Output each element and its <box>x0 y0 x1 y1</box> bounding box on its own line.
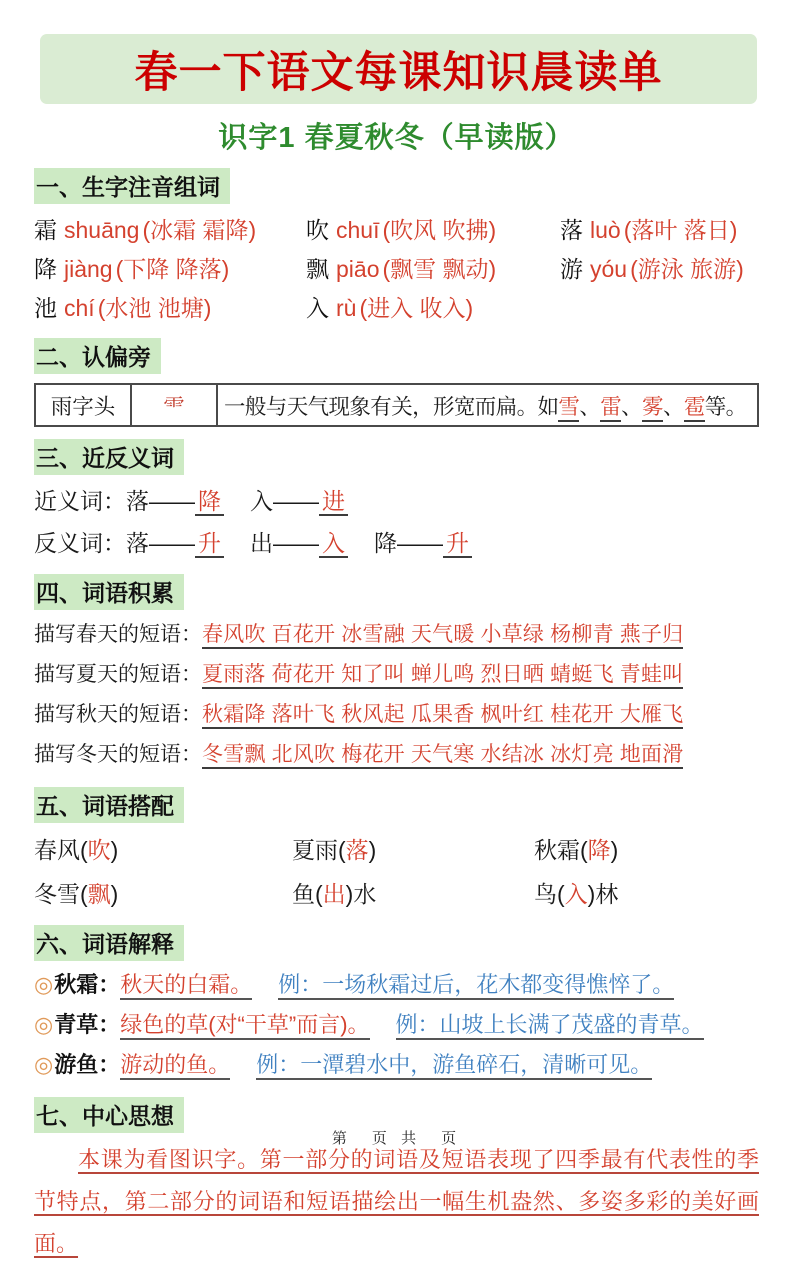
radical-name: 雨字头 <box>35 384 131 426</box>
word-examples: (落叶 落日) <box>623 217 738 243</box>
title-banner <box>40 34 757 104</box>
season-phrases-summer <box>34 655 759 695</box>
section-header-accumulation: 四、词语积累 <box>34 574 184 610</box>
example-sentence: 例：山坡上长满了茂盛的青草。 <box>396 1012 704 1040</box>
hanzi: 池 <box>34 295 57 321</box>
definition-text: 游动的鱼。 <box>120 1052 230 1080</box>
antonyms-label: 反义词： <box>34 530 126 556</box>
example-char: 雾 <box>642 395 663 422</box>
phrase-list: 冬雪飘 北风吹 梅花开 天气寒 水结冰 冰灯亮 地面滑 <box>202 743 683 769</box>
line-label: 描写春天的短语： <box>34 623 202 646</box>
pinyin: chí <box>64 295 95 321</box>
season-phrases-spring <box>34 615 759 655</box>
example-char: 雪 <box>558 395 579 422</box>
section-header-vocab: 一、生字注音组词 <box>34 168 230 204</box>
definition-entry <box>34 1045 759 1085</box>
pinyin: piāo <box>336 256 380 282</box>
collocation-item: 鸟(入)林 <box>534 881 619 907</box>
rain-radical-glyph: ⻗ <box>131 384 217 426</box>
section-header-collocation: 五、词语搭配 <box>34 787 184 823</box>
vocab-entry <box>306 212 560 248</box>
pinyin: luò <box>590 217 621 243</box>
pinyin: yóu <box>590 256 628 282</box>
vocab-entry <box>306 290 560 326</box>
word-pair: 出—— 入 <box>250 530 348 556</box>
vocab-entry <box>34 251 306 287</box>
definition-entry <box>34 1005 759 1045</box>
word-examples: (游泳 旅游) <box>630 256 744 282</box>
page-title: 春一下语文每课知识晨读单 <box>134 48 663 97</box>
section-header-theme: 七、中心思想 <box>34 1097 184 1133</box>
section-header-radical: 二、认偏旁 <box>34 338 161 374</box>
theme-paragraph: 本课为看图识字。第一部分的词语及短语表现了四季最有代表性的季节特点，第二部分的词语和短语描绘出一幅生机盎然、多姿多彩的美好画面。 <box>34 1147 759 1256</box>
collocation-grid <box>34 831 759 913</box>
pinyin: rù <box>336 295 357 321</box>
pinyin: jiàng <box>64 256 113 282</box>
definition-text: 秋天的白霜。 <box>120 972 252 1000</box>
double-circle-bullet-icon: ◎ <box>34 1012 54 1037</box>
lesson-subtitle: 识字1 春夏秋冬（早读版） <box>218 122 575 154</box>
word-pair: 落—— 降 <box>126 488 224 514</box>
vocab-entry <box>34 290 306 326</box>
word-pair: 落—— 升 <box>126 530 224 556</box>
phrase-list: 秋霜降 落叶飞 秋风起 瓜果香 枫叶红 桂花开 大雁飞 <box>202 703 683 729</box>
term: 青草： <box>54 1012 121 1037</box>
hanzi: 飘 <box>306 256 329 282</box>
term: 秋霜： <box>54 972 121 997</box>
hanzi: 入 <box>306 295 329 321</box>
example-char: 雹 <box>684 395 705 422</box>
example-sentence: 例：一潭碧水中，游鱼碎石，清晰可见。 <box>256 1052 652 1080</box>
word-examples: (下降 降落) <box>115 256 230 282</box>
example-sentence: 例：一场秋霜过后，花木都变得憔悴了。 <box>278 972 674 1000</box>
section-header-definitions: 六、词语解释 <box>34 925 184 961</box>
collocation-item: 鱼(出)水 <box>292 881 377 907</box>
double-circle-bullet-icon: ◎ <box>34 1052 54 1077</box>
season-phrases-autumn <box>34 695 759 735</box>
pinyin: chuī <box>336 217 380 243</box>
double-circle-bullet-icon: ◎ <box>34 972 54 997</box>
vocab-entry <box>34 212 306 248</box>
radical-description: 一般与天气现象有关，形宽而扁。如雪、雷、雾、雹等。 <box>217 384 758 426</box>
vocab-entry <box>560 212 759 248</box>
hanzi: 落 <box>560 217 583 243</box>
word-pair: 降—— 升 <box>374 530 472 556</box>
collocation-item: 春风(吹) <box>34 837 119 863</box>
line-label: 描写冬天的短语： <box>34 743 202 766</box>
example-char: 雷 <box>600 395 621 422</box>
vocab-entry <box>560 251 759 287</box>
radical-table <box>34 383 759 427</box>
collocation-item: 夏雨(落) <box>292 837 377 863</box>
word-examples: (水池 池塘) <box>97 295 212 321</box>
hanzi: 霜 <box>34 217 57 243</box>
synonyms-line <box>34 482 759 520</box>
definition-text: 绿色的草(对“干草”而言)。 <box>120 1012 369 1040</box>
antonyms-line <box>34 524 759 562</box>
hanzi: 降 <box>34 256 57 282</box>
term: 游鱼： <box>54 1052 121 1077</box>
word-pair: 入—— 进 <box>250 488 348 514</box>
season-phrases-winter <box>34 735 759 775</box>
line-label: 描写秋天的短语： <box>34 703 202 726</box>
line-label: 描写夏天的短语： <box>34 663 202 686</box>
synonyms-label: 近义词： <box>34 488 126 514</box>
phrase-list: 春风吹 百花开 冰雪融 天气暖 小草绿 杨柳青 燕子归 <box>202 623 683 649</box>
word-examples: (吹风 吹拂) <box>382 217 497 243</box>
hanzi: 吹 <box>306 217 329 243</box>
word-examples: (进入 收入) <box>359 295 474 321</box>
document-body <box>0 156 793 1265</box>
section-header-synonyms: 三、近反义词 <box>34 439 184 475</box>
vocab-entry <box>306 251 560 287</box>
phrase-list: 夏雨落 荷花开 知了叫 蝉儿鸣 烈日晒 蜻蜓飞 青蛙叫 <box>202 663 683 689</box>
vocab-grid <box>34 212 759 326</box>
hanzi: 游 <box>560 256 583 282</box>
collocation-item: 秋霜(降) <box>534 837 619 863</box>
page-footer: 第 页 共 页 <box>331 1130 462 1147</box>
word-examples: (飘雪 飘动) <box>382 256 497 282</box>
collocation-item: 冬雪(飘) <box>34 881 119 907</box>
definition-entry <box>34 965 759 1005</box>
pinyin: shuāng <box>64 217 140 243</box>
word-examples: (冰霜 霜降) <box>142 217 257 243</box>
